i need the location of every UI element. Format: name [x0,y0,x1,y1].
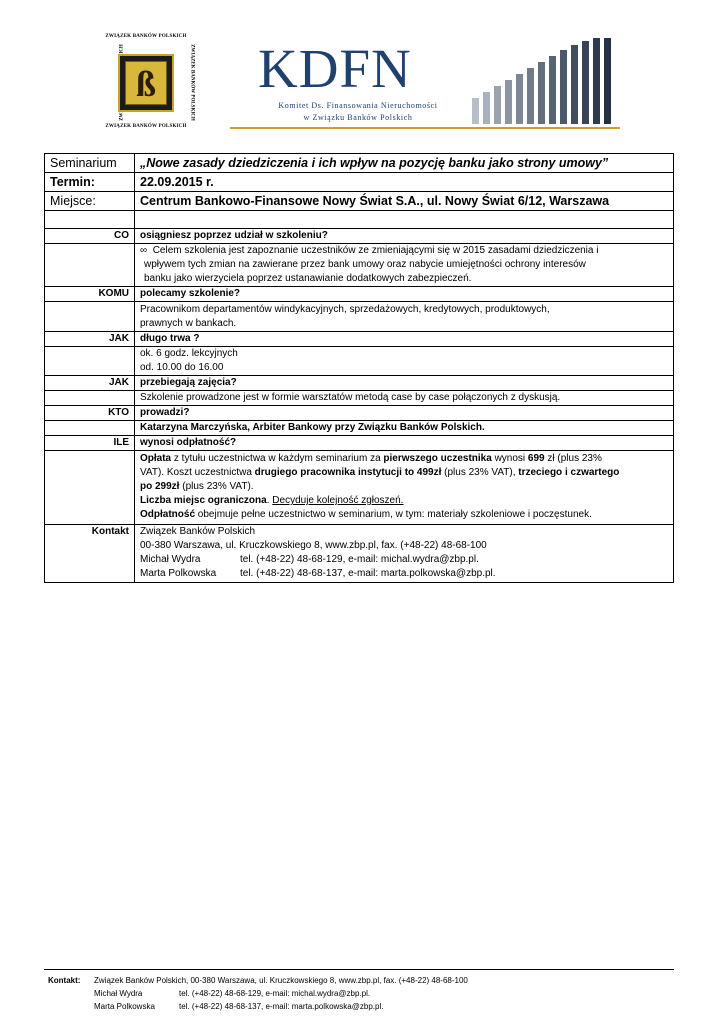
kdfn-bar-graphic [462,38,622,124]
place-label: Miejsce: [45,192,135,211]
jak1-question: długo trwa ? [135,332,674,347]
zbp-logo-text-top: ZWIĄZEK BANKÓW POLSKICH [105,34,187,39]
jak2-label: JAK [45,376,135,391]
contact-person-2: Marta Polkowska tel. (+48-22) 48-68-137, e-mail: marta.polkowska@zbp.pl. [140,568,496,579]
zbp-logo-text-bottom: ZWIĄZEK BANKÓW POLSKICH [105,124,187,129]
place-value: Centrum Bankowo-Finansowe Nowy Świat S.A., ul. Nowy Świat 6/12, Warszawa [135,192,674,211]
kto-question-row [45,406,674,421]
seminar-row [45,154,674,173]
ile-question: wynosi odpłatność? [135,436,674,451]
contact-label: Kontakt [45,525,135,583]
contact-person-2-info[interactable]: tel. (+48-22) 48-68-137, e-mail: marta.polkowska@zbp.pl. [240,568,496,579]
kdfn-logo-subtitle-2: w Związku Banków Polskich [303,113,413,122]
komu-question-row [45,287,674,302]
zbp-logo-text-right: ZWIĄZEK BANKÓW POLSKICH [189,44,195,121]
zbp-emblem [118,54,174,112]
kto-answer: Katarzyna Marczyńska, Arbiter Bankowy przy Związku Banków Polskich. [135,421,674,436]
jak2-question-row [45,376,674,391]
seminar-info-table [44,153,674,583]
infinity-bullet-icon: ∞ [140,245,148,256]
contact-row [45,525,674,583]
komu-question: polecamy szkolenie? [135,287,674,302]
footer-label: Kontakt: [48,976,81,985]
fee-line-1: Opłata z tytułu uczestnictwa w każdym seminarium za pierwszego uczestnika wynosi 699 zł (plus 23% [140,453,602,464]
seminar-label: Seminarium [45,154,135,173]
contact-line-1: Związek Banków Polskich [140,526,256,537]
footer-person-2-name: Marta Polkowska [94,1002,155,1011]
kdfn-logo-underline [230,127,620,129]
kdfn-logo-subtitle-1: Komitet Ds. Finansowania Nieruchomości [278,101,438,110]
co-question-row [45,229,674,244]
jak1-answer-line-2: od. 10.00 do 16.00 [140,362,224,373]
komu-answer-line-1: Pracownikom departamentów windykacyjnych, sprzedażowych, kredytowych, produktowych, [140,304,550,315]
footer-person-1-info[interactable]: tel. (+48-22) 48-68-129, e-mail: michal.wydra@zbp.pl. [179,989,371,998]
jak2-question: przebiegają zajęcia? [135,376,674,391]
jak1-answer-row [45,347,674,376]
kto-label: KTO [45,406,135,421]
komu-label: KOMU [45,287,135,302]
co-label: CO [45,229,135,244]
jak1-question-row [45,332,674,347]
jak2-answer-row [45,391,674,406]
date-row [45,173,674,192]
footer-line-1: Związek Banków Polskich, 00-380 Warszawa, ul. Kruczkowskiego 8, www.zbp.pl, fax. (+48-22) 48-68-100 [94,976,468,985]
ile-label: ILE [45,436,135,451]
komu-answer-row [45,302,674,332]
kdfn-logo-title: KDFN [258,38,412,99]
date-label: Termin: [45,173,135,192]
fee-line-5: Odpłatność obejmuje pełne uczestnictwo w seminarium, w tym: materiały szkoleniowe i poczęstunek. [140,509,592,520]
co-answer-line-1: ∞ Celem szkolenia jest zapoznanie uczestników ze zmieniającymi się w 2015 zasadami dziedziczenia i [140,245,599,256]
fee-line-4: Liczba miejsc ograniczona. Decyduje kolejność zgłoszeń. [140,495,404,506]
date-value: 22.09.2015 r. [135,173,674,192]
kto-answer-row [45,421,674,436]
co-answer-row [45,244,674,287]
co-question: osiągniesz poprzez udział w szkoleniu? [135,229,674,244]
komu-answer-line-2: prawnych w bankach. [140,318,237,329]
ile-question-row [45,436,674,451]
jak1-label: JAK [45,332,135,347]
contact-person-1: Michał Wydra tel. (+48-22) 48-68-129, e-mail: michal.wydra@zbp.pl. [140,554,479,565]
footer-divider [44,969,674,970]
contact-person-1-info[interactable]: tel. (+48-22) 48-68-129, e-mail: michal.wydra@zbp.pl. [240,554,479,565]
co-answer-line-2: wpływem tych zmian na zawierane przez bank umowy oraz nabycie umiejętności ochrony interesów [144,259,586,270]
spacer-row [45,211,674,229]
jak2-answer: Szkolenie prowadzone jest w formie warsztatów metodą case by case połączonych z dyskusją. [135,391,674,406]
footer-person-2-info[interactable]: tel. (+48-22) 48-68-137, e-mail: marta.polkowska@zbp.pl. [179,1002,384,1011]
fee-line-3: po 299zł (plus 23% VAT). [140,481,254,492]
contact-line-2: 00-380 Warszawa, ul. Kruczkowskiego 8, www.zbp.pl, fax. (+48-22) 48-68-100 [140,540,487,551]
jak1-answer-line-1: ok. 6 godz. lekcyjnych [140,348,238,359]
zbp-emblem-glyph: ß [135,64,157,104]
kto-question: prowadzi? [135,406,674,421]
ile-answer-row [45,451,674,525]
footer-person-1-name: Michał Wydra [94,989,143,998]
seminar-title: „Nowe zasady dziedziczenia i ich wpływ na pozycję banku jako strony umowy” [135,154,674,173]
place-row [45,192,674,211]
co-answer-line-3: banku jako wierzyciela poprzez ustanawianie dodatkowych zabezpieczeń. [144,273,472,284]
fee-line-2: VAT). Koszt uczestnictwa drugiego pracownika instytucji to 499zł (plus 23% VAT), trzeciego i czwartego [140,467,620,478]
page-footer [48,974,468,1013]
